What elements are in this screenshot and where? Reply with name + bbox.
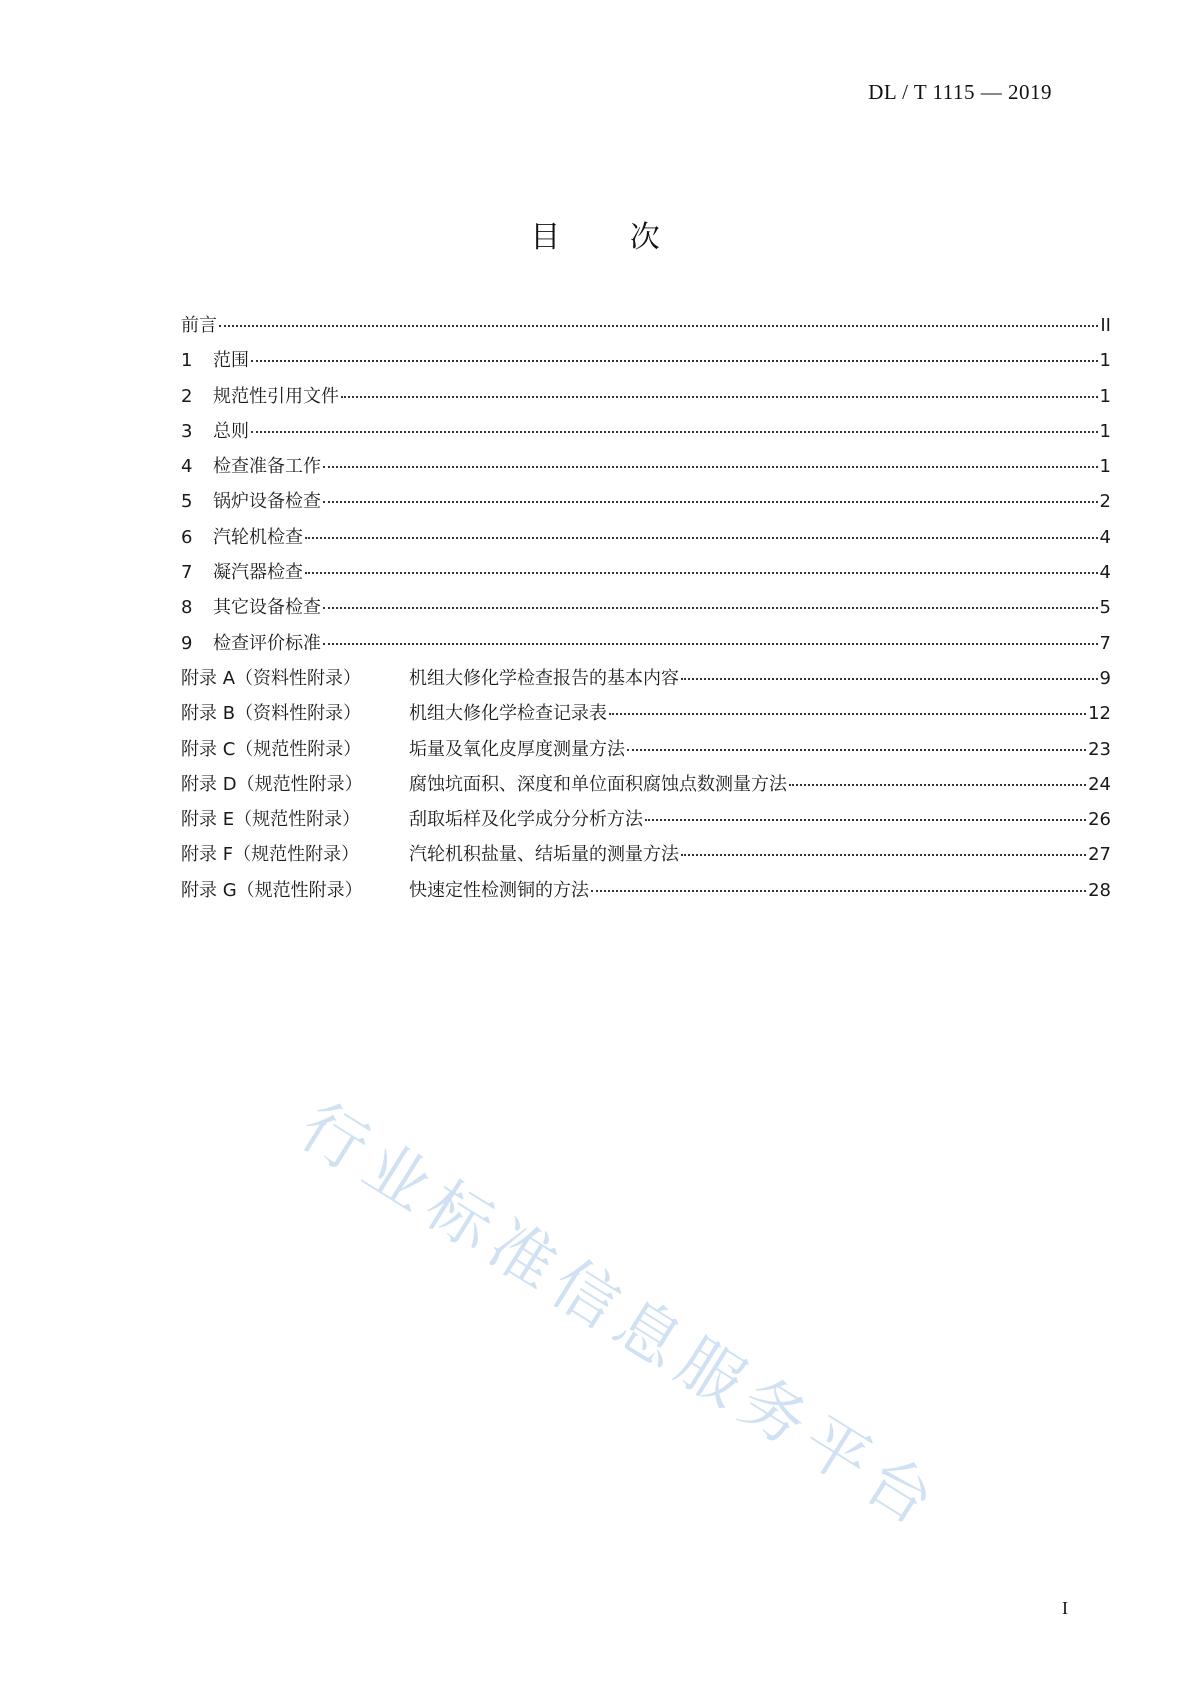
toc-title: 目 次	[530, 220, 690, 255]
toc-entry-label: 规范性引用文件	[213, 385, 339, 407]
toc-entry-label: 检查准备工作	[213, 456, 321, 478]
toc-appendix-c[interactable]	[181, 732, 1111, 767]
dot-leader	[323, 501, 1098, 503]
toc-appendix-f[interactable]	[181, 837, 1111, 872]
toc-entry-label: 汽轮机检查	[213, 526, 303, 548]
toc-page-number: 28	[1088, 879, 1111, 901]
toc-entry-label: 凝汽器检查	[213, 562, 303, 584]
toc-entry-label: 机组大修化学检查记录表	[409, 703, 607, 725]
toc-entry-label: 范围	[213, 350, 249, 372]
dot-leader	[681, 854, 1086, 856]
toc-entry-label: 刮取垢样及化学成分分析方法	[409, 809, 643, 831]
toc-appendix-g[interactable]	[181, 873, 1111, 908]
toc-entry-number: 3	[181, 420, 193, 442]
toc-page-number: 9	[1099, 667, 1111, 689]
toc-page-number: 1	[1099, 385, 1111, 407]
toc-entry-number: 4	[181, 456, 193, 478]
toc-page-number: 24	[1088, 773, 1111, 795]
appendix-prefix: 附录 F（规范性附录）	[181, 844, 360, 866]
toc-page-number: 23	[1088, 738, 1111, 760]
dot-leader	[323, 466, 1098, 468]
dot-leader	[609, 713, 1086, 715]
dot-leader	[323, 643, 1098, 645]
toc-entry-label: 汽轮机积盐量、结垢量的测量方法	[409, 844, 679, 866]
table-of-contents	[181, 308, 1111, 908]
dot-leader	[323, 607, 1098, 609]
toc-page-number: II	[1100, 315, 1111, 336]
appendix-prefix: 附录 C（规范性附录）	[181, 738, 362, 760]
toc-page-number: 4	[1099, 526, 1111, 548]
appendix-prefix: 附录 B（资料性附录）	[181, 703, 362, 725]
toc-entry-number: 6	[181, 526, 193, 548]
toc-page-number: 2	[1099, 491, 1111, 513]
toc-page-number: 1	[1099, 350, 1111, 372]
toc-page-number: 4	[1099, 562, 1111, 584]
watermark: 行业标准信息服务平台	[287, 1089, 954, 1545]
toc-entry-label: 总则	[213, 420, 249, 442]
appendix-prefix: 附录 E（规范性附录）	[181, 809, 361, 831]
toc-entry-4[interactable]	[181, 449, 1111, 484]
toc-entry-label: 其它设备检查	[213, 597, 321, 619]
toc-entry-label: 垢量及氧化皮厚度测量方法	[409, 738, 625, 760]
toc-entry-number: 7	[181, 562, 193, 584]
toc-page-number: 12	[1088, 703, 1111, 725]
dot-leader	[251, 431, 1098, 433]
toc-page-number: 5	[1099, 597, 1111, 619]
toc-entry-label: 腐蚀坑面积、深度和单位面积腐蚀点数测量方法	[409, 773, 787, 795]
toc-entry-number: 1	[181, 350, 193, 372]
toc-entry-3[interactable]	[181, 414, 1111, 449]
toc-page-number: 26	[1088, 809, 1111, 831]
toc-page-number: 1	[1099, 420, 1111, 442]
dot-leader	[251, 360, 1098, 362]
toc-entry-label: 快速定性检测铜的方法	[409, 879, 589, 901]
toc-appendix-d[interactable]	[181, 767, 1111, 802]
appendix-prefix: 附录 G（规范性附录）	[181, 879, 363, 901]
dot-leader	[341, 396, 1098, 398]
appendix-prefix: 附录 A（资料性附录）	[181, 667, 362, 689]
toc-appendix-b[interactable]	[181, 696, 1111, 731]
toc-entry-label: 锅炉设备检查	[213, 491, 321, 513]
toc-entry-label: 机组大修化学检查报告的基本内容	[409, 667, 679, 689]
dot-leader	[789, 784, 1086, 786]
toc-entry-6[interactable]	[181, 520, 1111, 555]
dot-leader	[305, 537, 1098, 539]
dot-leader	[627, 749, 1086, 751]
dot-leader	[219, 325, 1098, 327]
toc-appendix-a[interactable]	[181, 661, 1111, 696]
toc-appendix-e[interactable]	[181, 802, 1111, 837]
toc-entry-label: 检查评价标准	[213, 632, 321, 654]
toc-entry-8[interactable]	[181, 590, 1111, 625]
appendix-prefix: 附录 D（规范性附录）	[181, 773, 363, 795]
toc-entry-7[interactable]	[181, 555, 1111, 590]
toc-page-number: 1	[1099, 456, 1111, 478]
dot-leader	[645, 819, 1086, 821]
toc-entry-9[interactable]	[181, 626, 1111, 661]
toc-entry-5[interactable]	[181, 484, 1111, 519]
toc-entry-1[interactable]	[181, 343, 1111, 378]
toc-page-number: 27	[1088, 844, 1111, 866]
toc-entry-number: 2	[181, 385, 193, 407]
toc-entry-preface[interactable]	[181, 308, 1111, 343]
dot-leader	[591, 890, 1086, 892]
dot-leader	[681, 678, 1098, 680]
toc-entry-number: 9	[181, 632, 193, 654]
toc-entry-number: 8	[181, 597, 193, 619]
standard-code: DL / T 1115 — 2019	[868, 80, 1052, 104]
toc-entry-label: 前言	[181, 315, 217, 336]
page-number: I	[1062, 1598, 1068, 1618]
toc-entry-2[interactable]	[181, 379, 1111, 414]
dot-leader	[305, 572, 1098, 574]
toc-page-number: 7	[1099, 632, 1111, 654]
toc-entry-number: 5	[181, 491, 193, 513]
